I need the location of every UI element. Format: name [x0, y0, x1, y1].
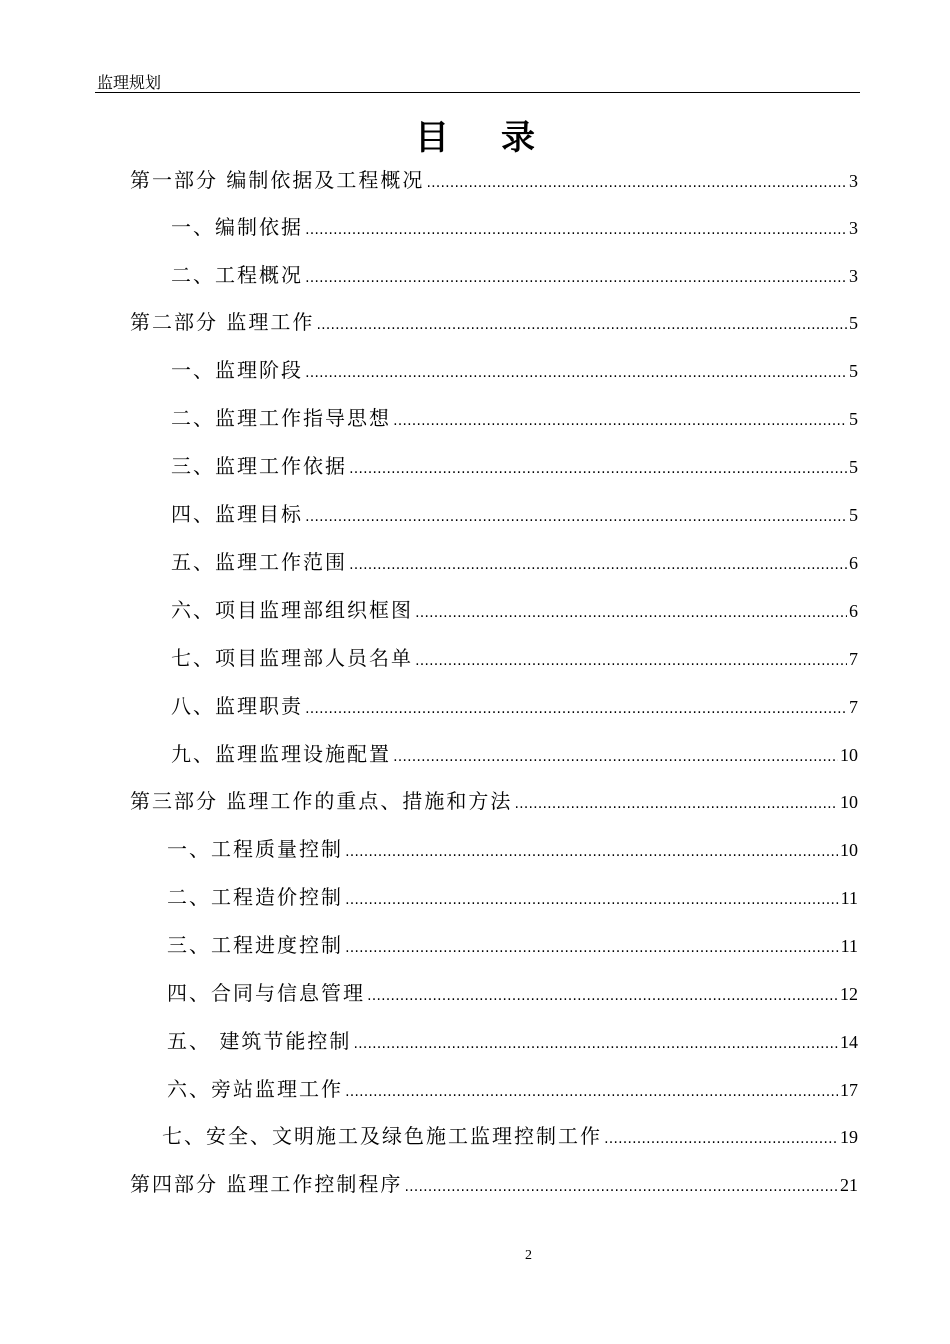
toc-entry-label: 六、旁站监理工作 — [167, 1077, 343, 1101]
toc-entry-page: 10 — [840, 840, 858, 860]
toc-leader-dots — [305, 502, 847, 532]
toc-entry-page: 14 — [840, 1032, 858, 1052]
toc-entry-page: 21 — [840, 1175, 858, 1195]
toc-entry-label: 一、监理阶段 — [171, 358, 303, 382]
toc-leader-dots — [349, 550, 847, 580]
toc-leader-dots — [514, 789, 838, 819]
toc-entry-label: 七、项目监理部人员名单 — [171, 646, 413, 670]
toc-entry-page: 11 — [840, 888, 858, 908]
toc-entry[interactable] — [171, 355, 858, 385]
toc-entry[interactable] — [171, 499, 858, 529]
toc-entry-label: 三、监理工作依据 — [171, 454, 347, 478]
page-number: 2 — [525, 1248, 532, 1263]
toc-leader-dots — [316, 310, 847, 340]
toc-entry[interactable] — [171, 212, 858, 242]
toc-leader-dots — [415, 598, 847, 628]
toc-entry-page: 5 — [849, 505, 858, 525]
toc-entry-label: 二、工程造价控制 — [167, 885, 343, 909]
toc-leader-dots — [393, 406, 847, 436]
toc-leader-dots — [393, 742, 838, 772]
toc-entry-page: 11 — [840, 936, 858, 956]
toc-entry[interactable] — [130, 786, 858, 816]
toc-entry-label: 一、编制依据 — [171, 215, 303, 239]
toc-entry-page: 10 — [840, 745, 858, 765]
toc-entry-label: 二、工程概况 — [171, 263, 303, 287]
toc-entry-page: 3 — [849, 218, 858, 238]
toc-entry-page: 7 — [849, 697, 858, 717]
toc-entry[interactable] — [167, 930, 858, 960]
toc-entry-page: 5 — [849, 457, 858, 477]
toc-leader-dots — [426, 168, 847, 198]
toc-entry[interactable] — [167, 1026, 858, 1056]
toc-entry-page: 5 — [849, 313, 858, 333]
toc-entry-page: 10 — [840, 792, 858, 812]
toc-leader-dots — [345, 885, 839, 915]
toc-entry[interactable] — [171, 595, 858, 625]
toc-entry-label: 七、安全、文明施工及绿色施工监理控制工作 — [162, 1124, 602, 1148]
toc-leader-dots — [604, 1124, 838, 1154]
toc-entry-page: 12 — [840, 984, 858, 1004]
toc-entry-label: 二、监理工作指导思想 — [171, 406, 391, 430]
toc-entry-label: 第一部分 编制依据及工程概况 — [130, 168, 425, 192]
toc-entry[interactable] — [171, 547, 858, 577]
toc-leader-dots — [305, 358, 847, 388]
toc-leader-dots — [345, 1077, 838, 1107]
toc-entry[interactable] — [171, 643, 858, 673]
toc-leader-dots — [404, 1172, 838, 1202]
toc-entry[interactable] — [130, 165, 858, 195]
toc-entry-label: 五、监理工作范围 — [171, 550, 347, 574]
toc-entry[interactable] — [167, 1074, 858, 1104]
toc-entry-page: 5 — [849, 361, 858, 381]
toc-entry[interactable] — [171, 739, 858, 769]
toc-entry-page: 3 — [849, 171, 858, 191]
toc-entry-label: 九、监理监理设施配置 — [171, 742, 391, 766]
toc-entry-label: 六、项目监理部组织框图 — [171, 598, 413, 622]
toc-entry[interactable] — [162, 1121, 858, 1151]
toc-leader-dots — [305, 263, 847, 293]
toc-entry[interactable] — [171, 260, 858, 290]
toc-entry-label: 一、工程质量控制 — [167, 837, 343, 861]
toc-entry-page: 5 — [849, 409, 858, 429]
toc-leader-dots — [349, 454, 847, 484]
toc-entry-label: 第四部分 监理工作控制程序 — [130, 1172, 403, 1196]
toc-leader-dots — [353, 1029, 838, 1059]
toc-entry-label: 八、监理职责 — [171, 694, 303, 718]
toc-entry-label: 第三部分 监理工作的重点、措施和方法 — [130, 789, 513, 813]
toc-entry-page: 6 — [849, 553, 858, 573]
toc-entry-page: 19 — [840, 1127, 858, 1147]
toc-entry[interactable] — [167, 882, 858, 912]
toc-leader-dots — [305, 215, 847, 245]
toc-entry-label: 五、 建筑节能控制 — [167, 1029, 352, 1053]
toc-entry-label: 第二部分 监理工作 — [130, 310, 315, 334]
toc-leader-dots — [305, 694, 847, 724]
toc-leader-dots — [415, 646, 847, 676]
toc-entry[interactable] — [167, 978, 858, 1008]
toc-entry[interactable] — [171, 691, 858, 721]
toc-leader-dots — [345, 837, 838, 867]
running-header-title: 监理规划 — [97, 73, 162, 92]
toc-entry-page: 3 — [849, 266, 858, 286]
document-title: 目录 — [415, 118, 587, 158]
toc-entry[interactable] — [171, 403, 858, 433]
toc-entry-page: 6 — [849, 601, 858, 621]
toc-entry[interactable] — [167, 834, 858, 864]
toc-entry-label: 三、工程进度控制 — [167, 933, 343, 957]
toc-leader-dots — [345, 933, 839, 963]
toc-entry-label: 四、监理目标 — [171, 502, 303, 526]
header-divider — [95, 92, 860, 93]
toc-leader-dots — [367, 981, 838, 1011]
toc-entry[interactable] — [130, 1169, 858, 1199]
toc-entry-label: 四、合同与信息管理 — [167, 981, 365, 1005]
toc-entry[interactable] — [130, 307, 858, 337]
toc-entry[interactable] — [171, 451, 858, 481]
toc-entry-page: 17 — [840, 1080, 858, 1100]
toc-entry-page: 7 — [849, 649, 858, 669]
